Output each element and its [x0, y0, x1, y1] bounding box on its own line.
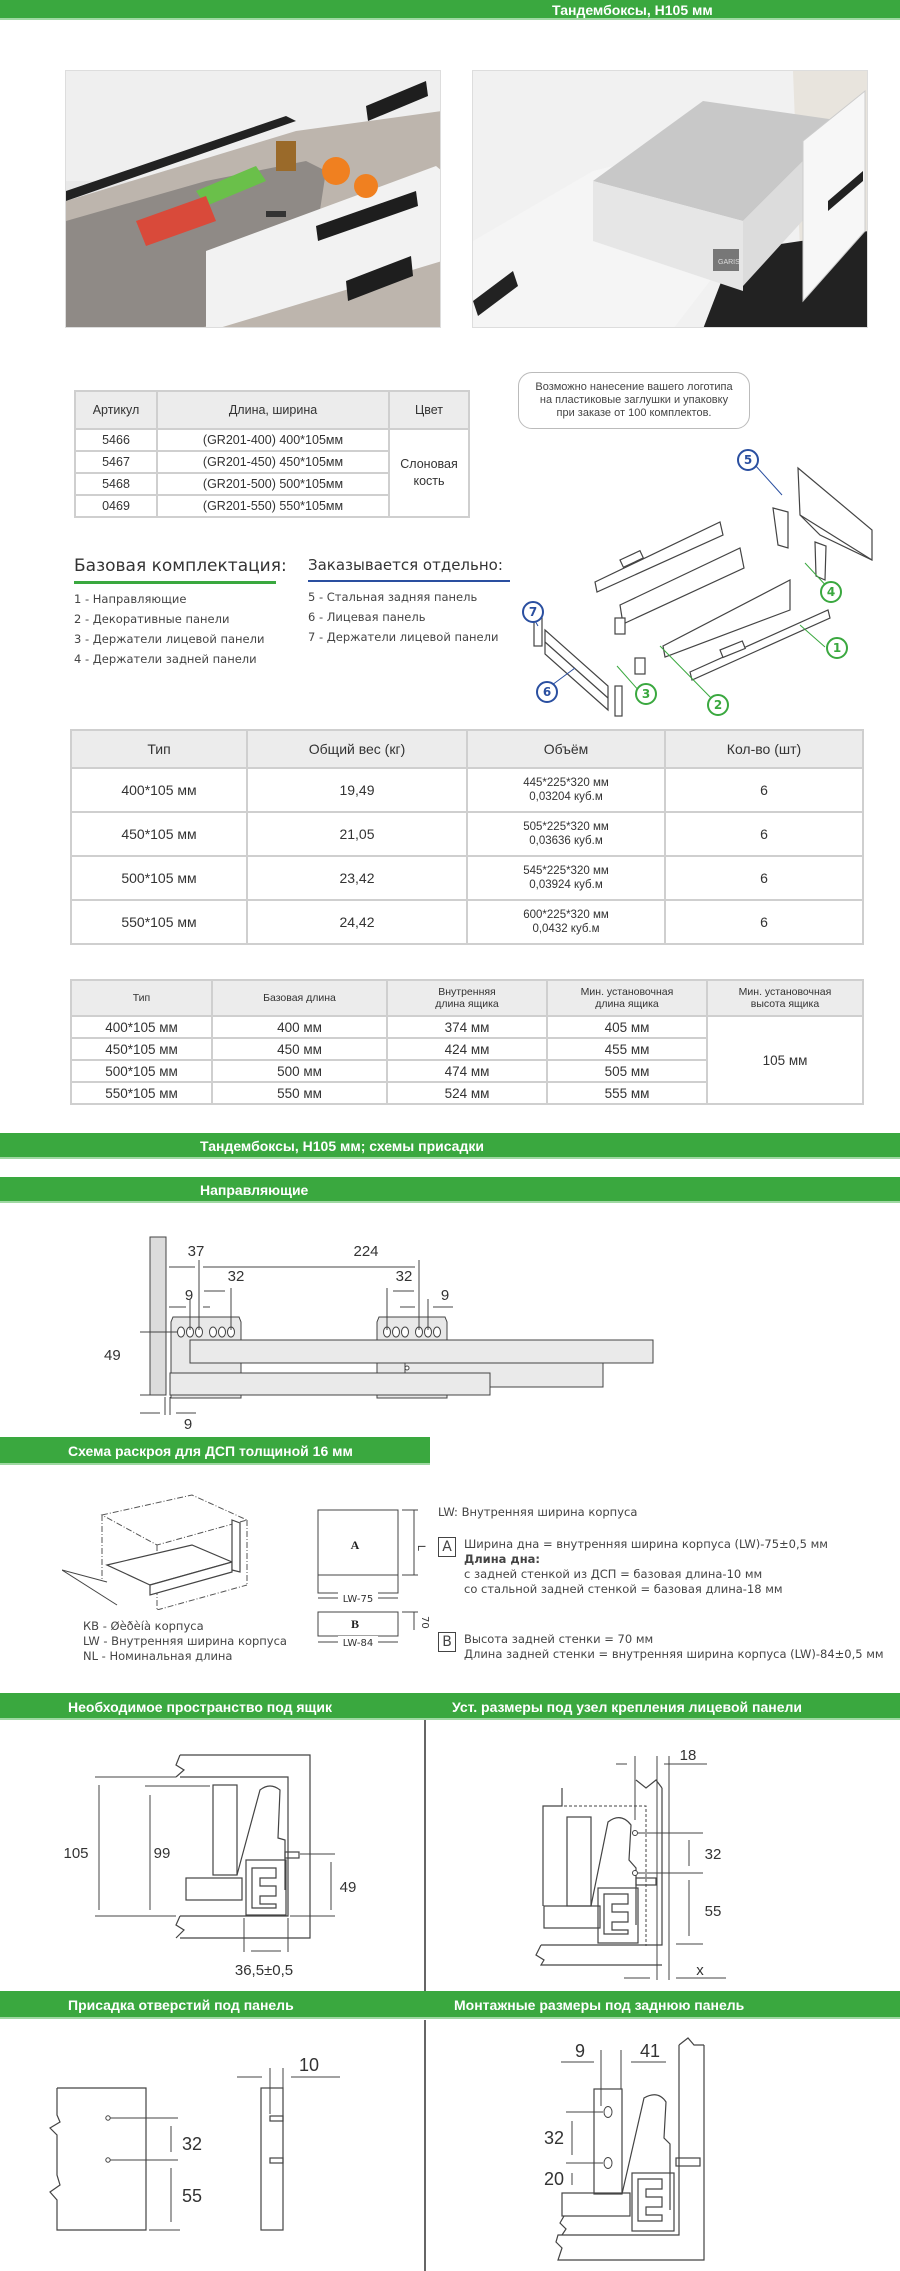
- header-line: высота ящика: [750, 998, 820, 1010]
- front-holder-part-2: [635, 658, 645, 674]
- table-row: [71, 768, 863, 812]
- col-min-height: [707, 980, 863, 1016]
- separate-title: Заказывается отдельно:: [308, 556, 503, 574]
- col-type: Тип: [71, 980, 212, 1016]
- dims-text: 600*225*320 мм: [523, 909, 609, 921]
- dim-32: 32: [704, 1846, 722, 1863]
- size-cell: (GR201-500) 500*105мм: [157, 473, 389, 495]
- table-row: [71, 1016, 863, 1038]
- section-back-title: Монтажные размеры под заднюю панель: [454, 1997, 745, 2013]
- volume-cell: [467, 768, 665, 812]
- dim-49: 49: [339, 1879, 357, 1896]
- dim-9-bottom: 9: [183, 1416, 193, 1433]
- label-4: 4: [826, 585, 836, 599]
- panel-a-letter: A: [350, 1538, 360, 1552]
- a-line3: с задней стенкой из ДСП = базовая длина-10 мм: [464, 1567, 763, 1581]
- section-schemes-bar: [0, 1133, 900, 1159]
- volume-text: 0,03924 куб.м: [529, 879, 603, 891]
- separate-item: 7 - Держатели лицевой панели: [308, 630, 499, 644]
- weight-cell: 24,42: [247, 900, 467, 944]
- type-cell: 550*105 мм: [71, 1082, 212, 1104]
- logo-note-line3: при заказе от 100 комплектов.: [556, 407, 712, 419]
- rails-dim-49: [100, 1340, 140, 1400]
- front-mount-drawing: [426, 1720, 900, 1990]
- article-cell: 0469: [75, 495, 157, 517]
- rail-upper: [190, 1340, 653, 1363]
- col-size: Длина, ширина: [157, 391, 389, 429]
- article-cell: 5467: [75, 451, 157, 473]
- size-cell: (GR201-450) 450*105мм: [157, 451, 389, 473]
- type-cell: 500*105 мм: [71, 1060, 212, 1082]
- base-kit-item: 1 - Направляющие: [74, 592, 187, 606]
- min-length-cell: 455 мм: [547, 1038, 707, 1060]
- dim-32-left: 32: [227, 1268, 245, 1285]
- dim-224: 224: [353, 1243, 379, 1260]
- section-rails-bar: [0, 1177, 900, 1203]
- type-cell: 400*105 мм: [71, 768, 247, 812]
- legend-item: NL - Номинальная длина: [83, 1649, 233, 1663]
- base-cell: 500 мм: [212, 1060, 387, 1082]
- section-holes-bar: [0, 1991, 900, 2019]
- type-cell: 550*105 мм: [71, 900, 247, 944]
- section-cutting-title: Схема раскроя для ДСП толщиной 16 мм: [68, 1443, 353, 1459]
- front-holder-part: [615, 618, 625, 634]
- color-line2: кость: [413, 474, 445, 488]
- logo-note: [518, 372, 750, 429]
- dim-55: 55: [704, 1903, 722, 1920]
- parts-exploded-diagram: [520, 440, 900, 730]
- col-base-length: Базовая длина: [212, 980, 387, 1016]
- dim-36-5: 36,5±0,5: [234, 1962, 294, 1979]
- table-row: [71, 856, 863, 900]
- front-holder-separate-2: [615, 686, 622, 716]
- panel-a-height: L: [415, 1545, 427, 1552]
- dims-text: 445*225*320 мм: [523, 777, 609, 789]
- dim-20: 20: [543, 2169, 565, 2189]
- section-front-title: Уст. размеры под узел крепления лицевой панели: [452, 1699, 802, 1715]
- section-schemes-title: Тандембоксы, H105 мм; схемы присадки: [200, 1138, 484, 1154]
- dims-text: 505*225*320 мм: [523, 821, 609, 833]
- dim-18: 18: [679, 1747, 697, 1764]
- qty-cell: 6: [665, 900, 863, 944]
- weight-cell: 19,49: [247, 768, 467, 812]
- inner-cell: 374 мм: [387, 1016, 547, 1038]
- label-7: 7: [528, 605, 538, 619]
- dim-32: 32: [543, 2128, 565, 2148]
- base-kit-list: [74, 589, 264, 669]
- a-line4: со стальной задней стенкой = базовая длина-18 мм: [464, 1582, 783, 1596]
- base-kit-item: 3 - Держатели лицевой панели: [74, 632, 265, 646]
- volume-cell: [467, 900, 665, 944]
- dim-32: 32: [181, 2134, 203, 2154]
- cabinet-wall: [150, 1237, 166, 1395]
- base-cell: 400 мм: [212, 1016, 387, 1038]
- col-weight: Общий вес (кг): [247, 730, 467, 768]
- dim-37: 37: [187, 1243, 205, 1260]
- weight-cell: 21,05: [247, 812, 467, 856]
- article-cell: 5468: [75, 473, 157, 495]
- col-type: Тип: [71, 730, 247, 768]
- dim-32-right: 32: [395, 1268, 413, 1285]
- space-drawing: [0, 1720, 424, 1990]
- base-kit-title: Базовая комплектация:: [74, 556, 287, 576]
- qty-cell: 6: [665, 768, 863, 812]
- section-holes-title: Присадка отверстий под панель: [68, 1997, 294, 2013]
- dims-text: 545*225*320 мм: [523, 865, 609, 877]
- type-cell: 450*105 мм: [71, 812, 247, 856]
- section-space-bar: [0, 1693, 900, 1720]
- inner-cell: 474 мм: [387, 1060, 547, 1082]
- label-5: 5: [743, 453, 753, 467]
- panel-a-description: [438, 1537, 828, 1597]
- cabinet-isometric-drawing: [62, 1490, 262, 1610]
- dim-9-left: 9: [184, 1287, 194, 1304]
- dim-9: 9: [574, 2041, 586, 2061]
- size-cell: (GR201-400) 400*105мм: [157, 429, 389, 451]
- inner-cell: 524 мм: [387, 1082, 547, 1104]
- type-cell: 450*105 мм: [71, 1038, 212, 1060]
- cutting-legend: [83, 1619, 287, 1664]
- color-line1: Слоновая: [400, 457, 458, 471]
- table-row: [75, 429, 469, 451]
- min-length-cell: 405 мм: [547, 1016, 707, 1038]
- dim-49: 49: [104, 1347, 121, 1364]
- size-cell: (GR201-550) 550*105мм: [157, 495, 389, 517]
- lengths-table: [70, 979, 864, 1105]
- lw-note: LW: Внутренняя ширина корпуса: [438, 1505, 638, 1519]
- legend-item: LW - Внутренняя ширина корпуса: [83, 1634, 287, 1648]
- col-qty: Кол-во (шт): [665, 730, 863, 768]
- dim-99: 99: [153, 1845, 171, 1862]
- label-3: 3: [641, 687, 651, 701]
- holes-drawing: [0, 2020, 424, 2271]
- table-row: [71, 812, 863, 856]
- section-rails-title: Направляющие: [200, 1182, 309, 1198]
- dim-55: 55: [181, 2186, 203, 2206]
- type-cell: 500*105 мм: [71, 856, 247, 900]
- dim-10: 10: [298, 2055, 320, 2075]
- article-cell: 5466: [75, 429, 157, 451]
- base-kit-item: 2 - Декоративные панели: [74, 612, 230, 626]
- panel-b-width: LW-84: [342, 1638, 374, 1649]
- panel-b-description: [438, 1632, 884, 1662]
- label-2: 2: [713, 698, 723, 712]
- base-cell: 450 мм: [212, 1038, 387, 1060]
- legend-item: КВ - Øèðèíà корпуса: [83, 1619, 204, 1633]
- panel-b-height: 70: [419, 1616, 430, 1629]
- section-cutting-bar: [0, 1437, 430, 1465]
- min-length-cell: 505 мм: [547, 1060, 707, 1082]
- separate-item: 6 - Лицевая панель: [308, 610, 426, 624]
- col-inner-length: [387, 980, 547, 1016]
- volume-text: 0,03204 куб.м: [529, 791, 603, 803]
- panel-a-box: A: [438, 1537, 456, 1557]
- label-6: 6: [542, 685, 552, 699]
- base-cell: 550 мм: [212, 1082, 387, 1104]
- panel-a-width: LW-75: [342, 1594, 374, 1605]
- rail-lower: [170, 1373, 490, 1395]
- qty-cell: 6: [665, 856, 863, 900]
- color-cell: [389, 429, 469, 517]
- photo-open-drawer: [472, 70, 868, 328]
- dim-41: 41: [639, 2041, 661, 2061]
- header-line: длина ящика: [595, 998, 659, 1010]
- dim-105: 105: [63, 1845, 89, 1862]
- volume-cell: [467, 856, 665, 900]
- header-line: Мин. установочная: [738, 986, 832, 998]
- rear-panel-part: [798, 468, 872, 560]
- photo-drawer-with-organizer: [65, 70, 441, 328]
- min-length-cell: 555 мм: [547, 1082, 707, 1104]
- volume-cell: [467, 812, 665, 856]
- page-title: Тандембоксы, H105 мм: [552, 2, 713, 18]
- b-line1: Высота задней стенки = 70 мм: [464, 1632, 654, 1646]
- base-kit-underline: [74, 581, 276, 584]
- a-line2: Длина дна:: [464, 1552, 541, 1566]
- a-line1: Ширина дна = внутренняя ширина корпуса (LW)-75±0,5 мм: [464, 1537, 828, 1551]
- col-article: Артикул: [75, 391, 157, 429]
- volume-text: 0,03636 куб.м: [529, 835, 603, 847]
- separate-item: 5 - Стальная задняя панель: [308, 590, 478, 604]
- lengths-header-row: [71, 980, 863, 1016]
- panel-b-box: B: [438, 1632, 456, 1652]
- separate-underline: [308, 580, 510, 582]
- col-min-length: [547, 980, 707, 1016]
- back-mount-drawing: [426, 2020, 900, 2271]
- packing-header-row: [71, 730, 863, 768]
- back-holder-part: [773, 508, 788, 548]
- articles-table: [74, 390, 470, 518]
- header-line: Внутренняя: [438, 986, 496, 998]
- table-row: [71, 900, 863, 944]
- rails-drawing: [140, 1225, 840, 1435]
- b-line2: Длина задней стенки = внутренняя ширина корпуса (LW)-84±0,5 мм: [464, 1647, 884, 1661]
- label-1: 1: [832, 641, 842, 655]
- header-line: Мин. установочная: [580, 986, 674, 998]
- panel-b-letter: B: [350, 1617, 360, 1631]
- inner-cell: 424 мм: [387, 1038, 547, 1060]
- dim-x: x: [696, 1962, 704, 1979]
- panel-a-drawing: [310, 1500, 430, 1660]
- weight-cell: 23,42: [247, 856, 467, 900]
- min-height-cell: 105 мм: [707, 1016, 863, 1104]
- articles-header-row: [75, 391, 469, 429]
- volume-text: 0,0432 куб.м: [532, 923, 600, 935]
- dim-9-right: 9: [440, 1287, 450, 1304]
- separate-list: [308, 587, 498, 647]
- logo-note-line2: на пластиковые заглушки и упаковку: [539, 394, 729, 406]
- col-volume: Объём: [467, 730, 665, 768]
- back-holder-part-2: [815, 542, 826, 580]
- qty-cell: 6: [665, 812, 863, 856]
- type-cell: 400*105 мм: [71, 1016, 212, 1038]
- col-color: Цвет: [389, 391, 469, 429]
- logo-note-line1: Возможно нанесение вашего логотипа: [535, 381, 733, 393]
- header-bar: [0, 0, 900, 20]
- header-line: длина ящика: [435, 998, 499, 1010]
- section-space-title: Необходимое пространство под ящик: [68, 1699, 332, 1715]
- base-kit-item: 4 - Держатели задней панели: [74, 652, 257, 666]
- brand-plate-text: GARIS: [718, 259, 740, 266]
- packing-table: [70, 729, 864, 945]
